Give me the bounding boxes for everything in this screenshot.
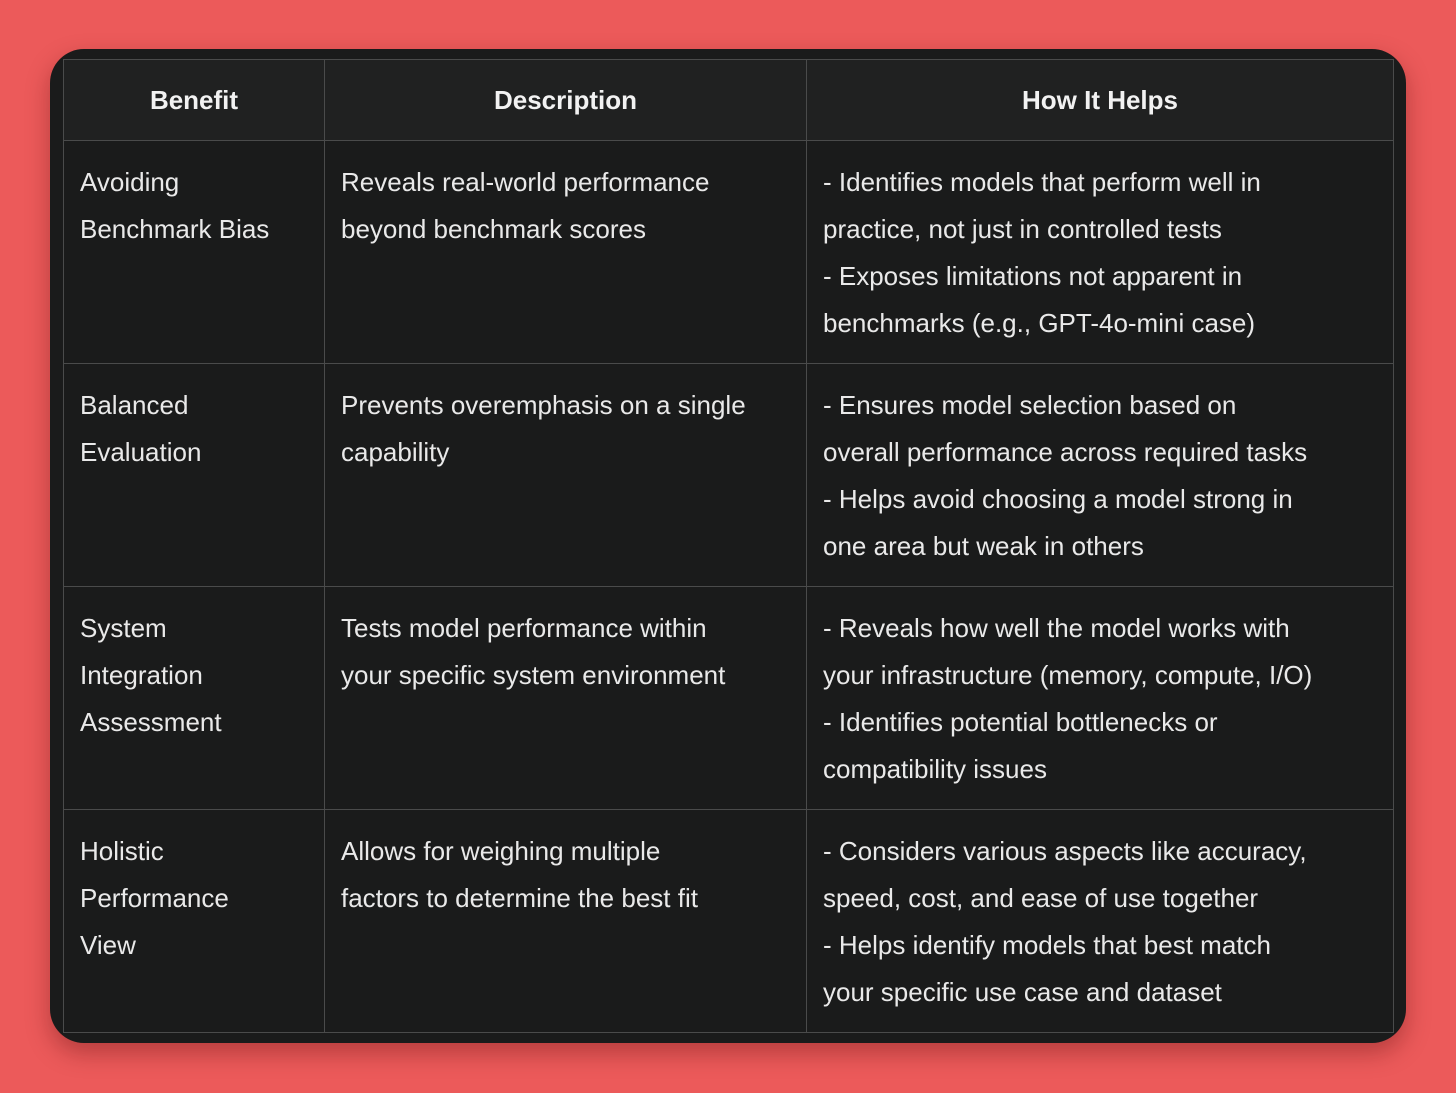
benefit-cell	[64, 587, 325, 810]
description-cell	[325, 141, 807, 364]
cell-line: your specific system environment	[341, 660, 726, 690]
table-row	[64, 141, 1394, 364]
cell-line: Integration	[80, 660, 203, 690]
cell-line: Prevents overemphasis on a single	[341, 390, 746, 420]
how-it-helps-cell	[807, 587, 1394, 810]
cell-line: Evaluation	[80, 437, 202, 467]
cell-line: overall performance across required tasks	[823, 437, 1308, 467]
cell-line: Performance	[80, 883, 229, 913]
cell-line: Benchmark Bias	[80, 214, 270, 244]
description-cell	[325, 364, 807, 587]
cell-line: Avoiding	[80, 167, 180, 197]
cell-line: Tests model performance within	[341, 613, 707, 643]
table-row	[64, 810, 1394, 1033]
benefit-cell	[64, 810, 325, 1033]
cell-line: - Considers various aspects like accuracy,	[823, 836, 1307, 866]
table-card	[50, 49, 1406, 1043]
cell-line: Balanced	[80, 390, 189, 420]
cell-line: - Identifies models that perform well in	[823, 167, 1261, 197]
table-row	[64, 587, 1394, 810]
how-it-helps-cell	[807, 810, 1394, 1033]
cell-line: capability	[341, 437, 450, 467]
description-cell	[325, 810, 807, 1033]
table-header-row	[64, 60, 1394, 141]
benefit-cell	[64, 141, 325, 364]
benefit-cell	[64, 364, 325, 587]
header-description: Description	[325, 60, 807, 141]
table-row	[64, 364, 1394, 587]
cell-line: one area but weak in others	[823, 531, 1144, 561]
cell-line: View	[80, 930, 136, 960]
description-cell	[325, 587, 807, 810]
header-benefit: Benefit	[64, 60, 325, 141]
cell-line: Reveals real-world performance	[341, 167, 710, 197]
cell-line: Holistic	[80, 836, 164, 866]
cell-line: compatibility issues	[823, 754, 1047, 784]
cell-line: practice, not just in controlled tests	[823, 214, 1222, 244]
how-it-helps-cell	[807, 141, 1394, 364]
cell-line: speed, cost, and ease of use together	[823, 883, 1259, 913]
cell-line: - Helps avoid choosing a model strong in	[823, 484, 1293, 514]
cell-line: - Identifies potential bottlenecks or	[823, 707, 1218, 737]
benefits-table	[63, 59, 1394, 1033]
cell-line: - Helps identify models that best match	[823, 930, 1271, 960]
cell-line: beyond benchmark scores	[341, 214, 646, 244]
cell-line: your specific use case and dataset	[823, 977, 1222, 1007]
cell-line: System	[80, 613, 167, 643]
how-it-helps-cell	[807, 364, 1394, 587]
cell-line: factors to determine the best fit	[341, 883, 698, 913]
cell-line: - Ensures model selection based on	[823, 390, 1237, 420]
cell-line: Allows for weighing multiple	[341, 836, 661, 866]
cell-line: - Exposes limitations not apparent in	[823, 261, 1243, 291]
cell-line: Assessment	[80, 707, 222, 737]
cell-line: - Reveals how well the model works with	[823, 613, 1290, 643]
cell-line: benchmarks (e.g., GPT-4o-mini case)	[823, 308, 1256, 338]
header-how-it-helps: How It Helps	[807, 60, 1394, 141]
cell-line: your infrastructure (memory, compute, I/O)	[823, 660, 1313, 690]
